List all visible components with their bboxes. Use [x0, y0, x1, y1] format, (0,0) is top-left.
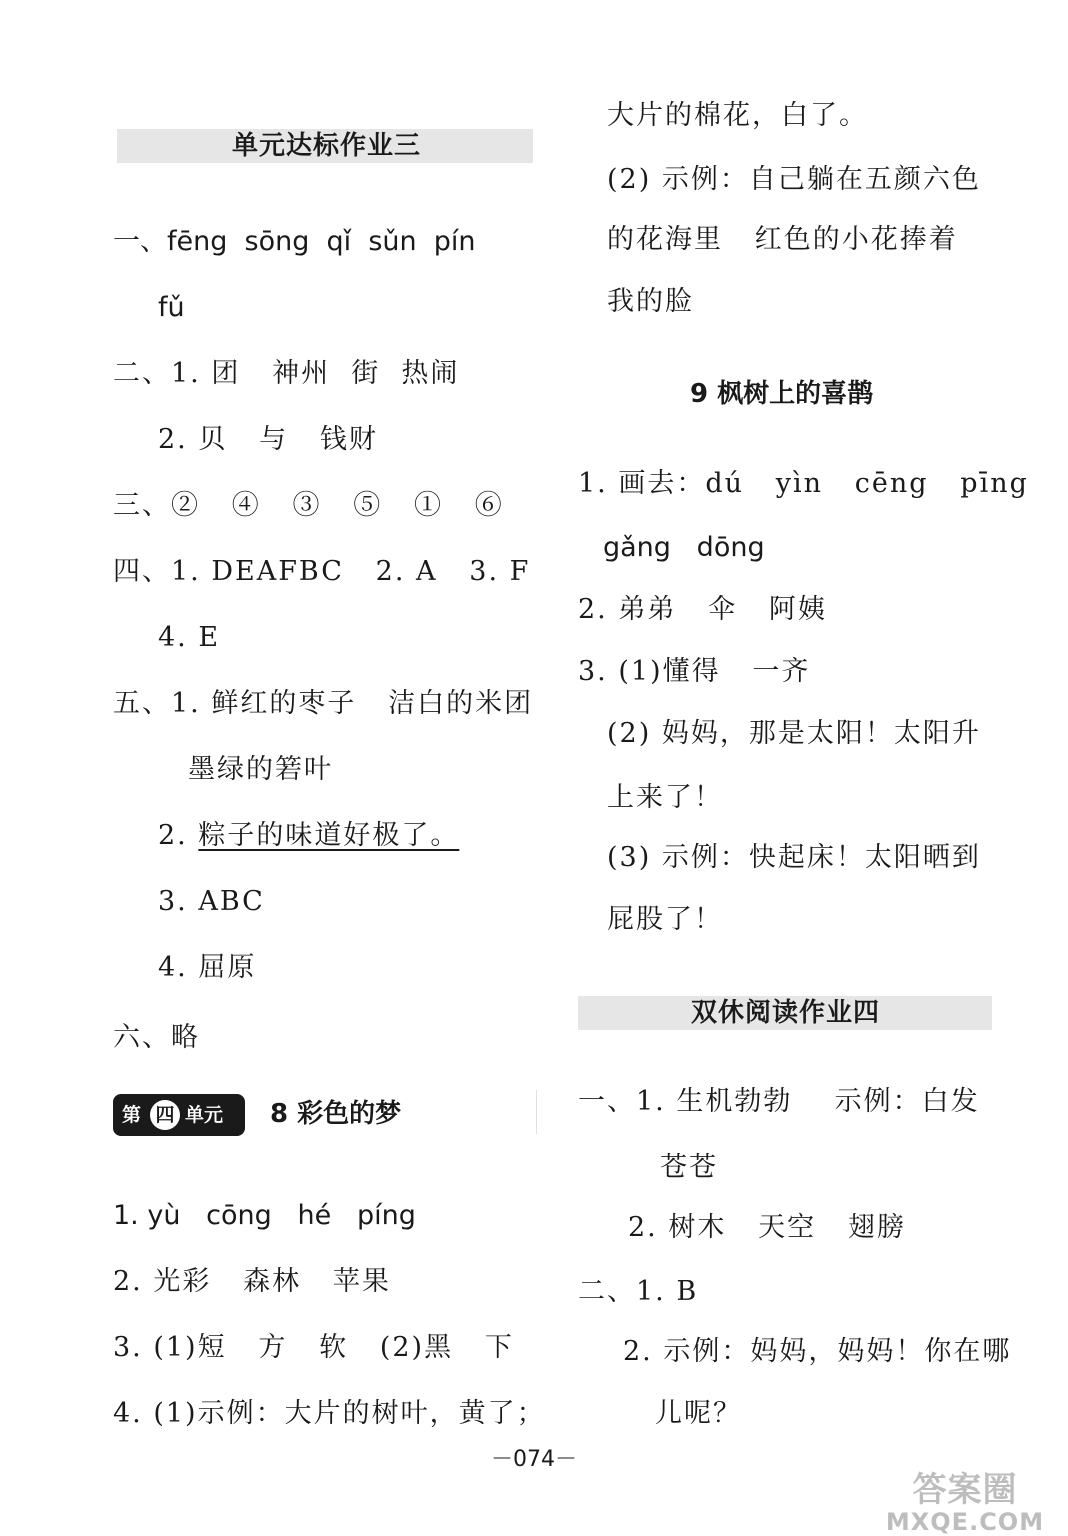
- answer-line: 我的脸: [607, 286, 694, 317]
- watermark-text: 答案圈: [912, 1470, 1018, 1510]
- answer-line: 二、1. 团 神州 街 热闹: [113, 358, 460, 389]
- answer-line: 的花海里 红色的小花捧着: [607, 224, 958, 255]
- unit-badge-number: 四: [150, 1100, 180, 1130]
- answer-line: (2) 示例：自己躺在五颜六色: [607, 164, 981, 195]
- answer-line: 大片的棉花，白了。: [607, 100, 868, 131]
- unit-badge-suffix: 单元: [185, 1104, 224, 1126]
- section-header-weekend-reading-4: [578, 996, 992, 1030]
- answer-line: 屁股了！: [607, 904, 723, 935]
- answer-number: 2.: [158, 820, 199, 851]
- unit-badge-prefix: 第: [122, 1104, 142, 1126]
- answer-line: 4. 屈原: [158, 952, 257, 983]
- unit-badge: [113, 1094, 245, 1136]
- answer-line: 一、fēng sōng qǐ sǔn pín: [113, 226, 476, 257]
- watermark-logo: [870, 1472, 1060, 1536]
- lesson-title-8: 8 彩色的梦: [270, 1099, 402, 1129]
- answer-line: 3. (1)懂得 一齐: [578, 656, 811, 687]
- answer-line: 四、1. DEAFBC 2. A 3. F: [113, 556, 531, 587]
- answer-line: 1. 画去：dú yìn cēng pīng: [578, 468, 1029, 499]
- answer-line: 4. (1)示例：大片的树叶，黄了；: [113, 1398, 546, 1429]
- answer-line: 2. 弟弟 伞 阿姨: [578, 594, 827, 625]
- answer-line: 1. yù cōng hé píng: [113, 1200, 416, 1231]
- answer-line: 墨绿的箬叶: [188, 754, 333, 785]
- title-divider: [536, 1090, 537, 1134]
- section-header-text: 双休阅读作业四: [691, 998, 881, 1028]
- answer-line: fǔ: [158, 292, 185, 323]
- page-number: －074－: [491, 1447, 577, 1472]
- answer-line: 三、② ④ ③ ⑤ ① ⑥: [113, 490, 504, 521]
- answer-line: gǎng dōng: [603, 532, 765, 563]
- answer-line: 2. 贝 与 钱财: [158, 424, 378, 455]
- answer-line: 上来了！: [607, 782, 723, 813]
- answer-line: 4. E: [158, 622, 221, 653]
- answer-line: 3. ABC: [158, 886, 265, 917]
- lesson-title-9: 9 枫树上的喜鹊: [690, 379, 874, 409]
- answer-line: (3) 示例：快起床！太阳晒到: [607, 842, 981, 873]
- answer-line: 一、1. 生机勃勃 示例：白发: [578, 1086, 980, 1117]
- answer-line: 五、1. 鲜红的枣子 洁白的米团: [113, 688, 534, 719]
- answer-line: (2) 妈妈，那是太阳！太阳升: [607, 718, 981, 749]
- answer-line: 2. 树木 天空 翅膀: [628, 1212, 906, 1243]
- watermark-url: MXQE.COM: [885, 1508, 1045, 1536]
- answer-line: 2. 光彩 森林 苹果: [113, 1266, 391, 1297]
- answer-line: 3. (1)短 方 软 (2)黑 下: [113, 1332, 514, 1363]
- section-header-unit-test-3: [117, 129, 533, 163]
- underlined-answer: 粽子的味道好极了。: [198, 820, 460, 851]
- answer-line: 二、1. B: [578, 1276, 699, 1307]
- answer-line: 六、略: [113, 1022, 200, 1053]
- answer-line: [158, 818, 459, 854]
- section-header-text: 单元达标作业三: [232, 131, 422, 161]
- answer-line: 2. 示例：妈妈，妈妈！你在哪: [623, 1336, 1012, 1367]
- answer-line: 儿呢？: [655, 1398, 742, 1429]
- answer-line: 苍苍: [660, 1152, 718, 1183]
